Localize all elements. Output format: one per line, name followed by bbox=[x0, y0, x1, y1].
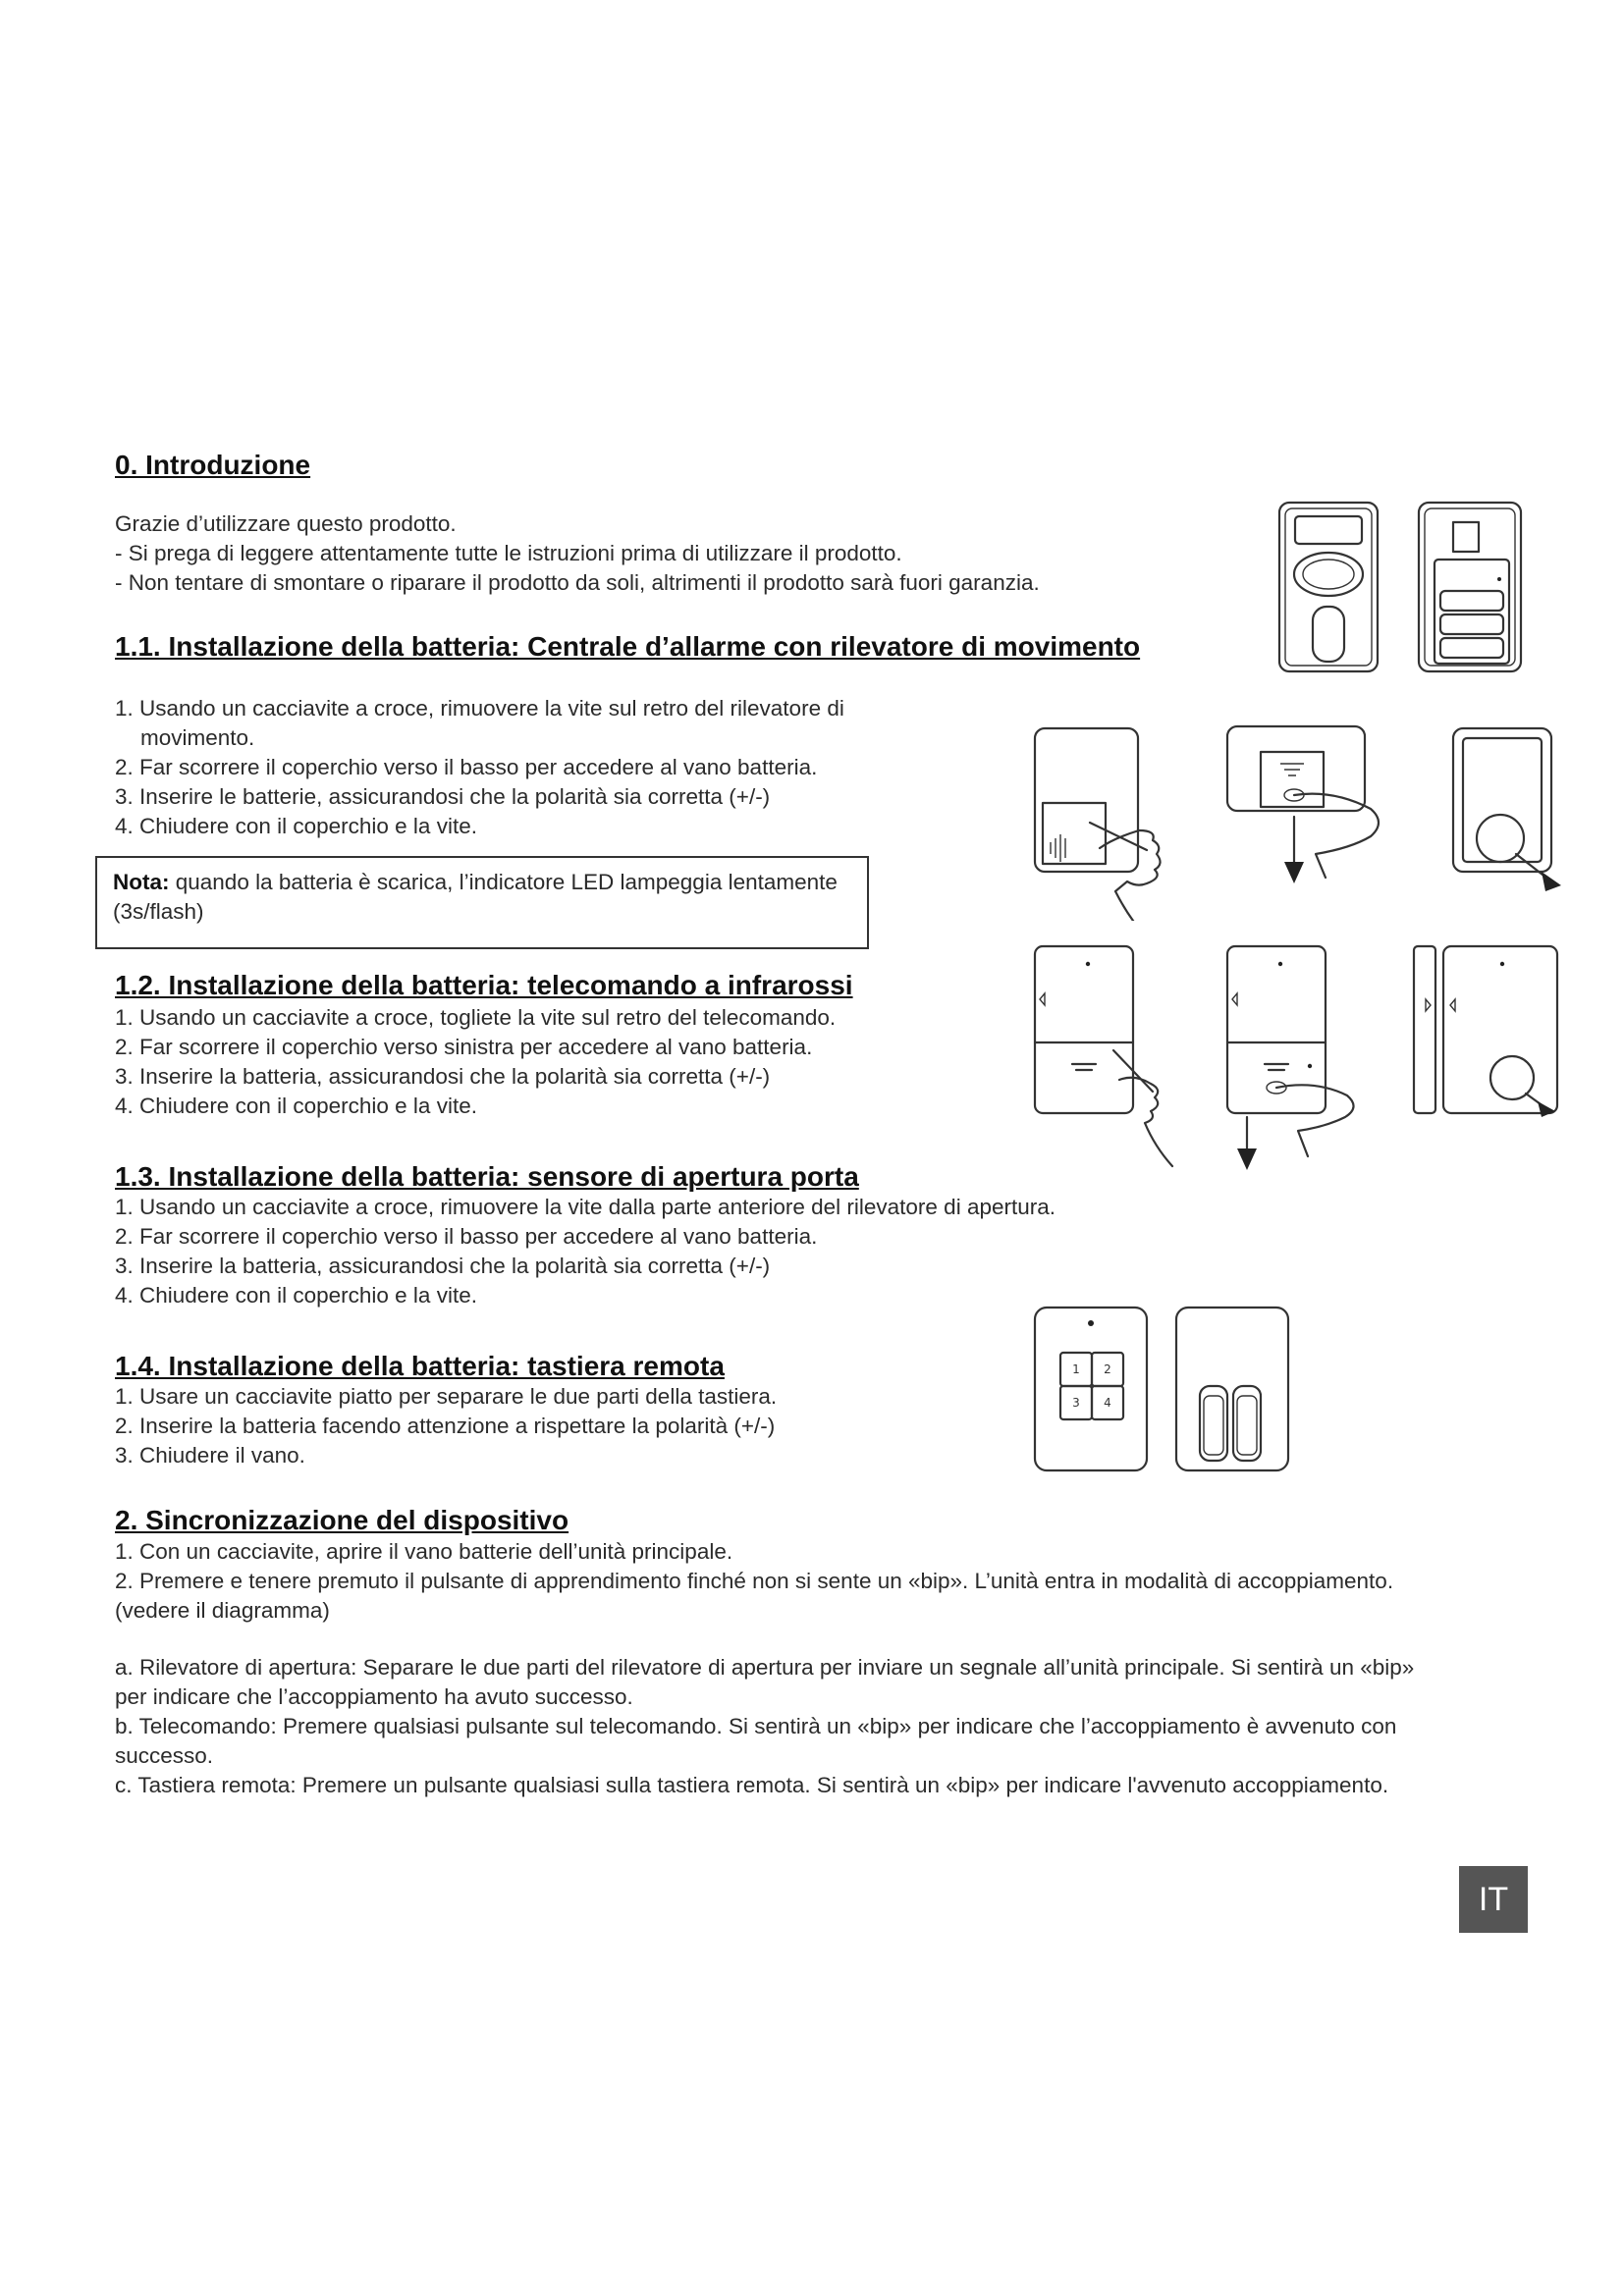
intro-line: Grazie d’utilizzare questo prodotto. bbox=[115, 511, 457, 536]
step: 3. Inserire la batteria, assicurandosi che la polarità sia corretta (+/-) bbox=[115, 1254, 771, 1278]
key-label: 3 bbox=[1072, 1396, 1080, 1410]
step: 2. Far scorrere il coperchio verso il basso per accedere al vano batteria. bbox=[115, 755, 818, 779]
intro-heading: 0. Introduzione bbox=[115, 450, 311, 480]
step: 2. Far scorrere il coperchio verso sinistra per accedere al vano batteria. bbox=[115, 1035, 813, 1059]
central-battery-steps-illustration bbox=[1031, 724, 1561, 921]
section-2-heading: 2. Sincronizzazione del dispositivo bbox=[115, 1505, 569, 1535]
section-1-2-heading: 1.2. Installazione della batteria: telecomando a infrarossi bbox=[115, 970, 853, 1000]
key-label: 1 bbox=[1072, 1362, 1080, 1376]
step: 3. Inserire le batterie, assicurandosi che la polarità sia corretta (+/-) bbox=[115, 784, 771, 809]
step: 1. Con un cacciavite, aprire il vano batterie dell’unità principale. bbox=[115, 1539, 733, 1564]
pairing-item: b. Telecomando: Premere qualsiasi pulsante sul telecomando. Si sentirà un «bip» per indicare che l’accoppiamento è avvenuto con successo. bbox=[115, 1714, 1397, 1768]
step: 3. Inserire la batteria, assicurandosi che la polarità sia corretta (+/-) bbox=[115, 1064, 771, 1089]
section-1-3-steps bbox=[115, 1193, 1056, 1310]
intro-line: - Si prega di leggere attentamente tutte le istruzioni prima di utilizzare il prodotto. bbox=[115, 541, 902, 565]
note-label: Nota: bbox=[113, 870, 170, 894]
remote-battery-steps-illustration bbox=[1031, 942, 1561, 1178]
central-unit-illustration bbox=[1272, 501, 1527, 677]
step: 1. Usare un cacciavite piatto per separare le due parti della tastiera. bbox=[115, 1384, 778, 1409]
step: 2. Inserire la batteria facendo attenzione a rispettare la polarità (+/-) bbox=[115, 1414, 776, 1438]
section-1-4-heading: 1.4. Installazione della batteria: tastiera remota bbox=[115, 1351, 725, 1381]
section-2-text bbox=[115, 1537, 1450, 1800]
step: 1. Usando un cacciavite a croce, rimuovere la vite sul retro del rilevatore di bbox=[115, 696, 844, 721]
language-tab: IT bbox=[1459, 1866, 1528, 1933]
step: 4. Chiudere con il coperchio e la vite. bbox=[115, 814, 477, 838]
step: 2. Premere e tenere premuto il pulsante di apprendimento finché non si sente un «bip». L’unità entra in modalità di accoppiamento. (vedere il diagramma) bbox=[115, 1569, 1394, 1623]
step: movimento. bbox=[140, 725, 255, 750]
step: 4. Chiudere con il coperchio e la vite. bbox=[115, 1283, 477, 1308]
step: 1. Usando un cacciavite a croce, togliete la vite sul retro del telecomando. bbox=[115, 1005, 837, 1030]
section-1-1-heading: 1.1. Installazione della batteria: Centrale d’allarme con rilevatore di movimento bbox=[115, 631, 1141, 662]
intro-text bbox=[115, 509, 1040, 598]
section-1-4-steps bbox=[115, 1382, 777, 1470]
section-1-3-heading: 1.3. Installazione della batteria: sensore di apertura porta bbox=[115, 1161, 859, 1192]
step: 4. Chiudere con il coperchio e la vite. bbox=[115, 1094, 477, 1118]
step: 1. Usando un cacciavite a croce, rimuovere la vite dalla parte anteriore del rilevatore di apertura. bbox=[115, 1195, 1056, 1219]
pairing-item: a. Rilevatore di apertura: Separare le due parti del rilevatore di apertura per inviare un segnale all’unità principale. Si sentirà un «bip» per indicare che l’accoppiamento ha avuto successo. bbox=[115, 1655, 1415, 1709]
keypad-illustration bbox=[1031, 1304, 1316, 1480]
step: 3. Chiudere il vano. bbox=[115, 1443, 305, 1468]
battery-note-box bbox=[95, 856, 869, 949]
pairing-item: c. Tastiera remota: Premere un pulsante qualsiasi sulla tastiera remota. Si sentirà un «bip» per indicare l'avvenuto accoppiamento. bbox=[115, 1773, 1389, 1797]
step: 2. Far scorrere il coperchio verso il basso per accedere al vano batteria. bbox=[115, 1224, 818, 1249]
note-text: quando la batteria è scarica, l’indicatore LED lampeggia lentamente (3s/flash) bbox=[113, 870, 838, 924]
intro-line: - Non tentare di smontare o riparare il prodotto da soli, altrimenti il prodotto sarà fuori garanzia. bbox=[115, 570, 1040, 595]
key-label: 4 bbox=[1104, 1396, 1111, 1410]
section-1-1-steps bbox=[115, 694, 844, 841]
key-label: 2 bbox=[1104, 1362, 1111, 1376]
section-1-2-steps bbox=[115, 1003, 836, 1121]
